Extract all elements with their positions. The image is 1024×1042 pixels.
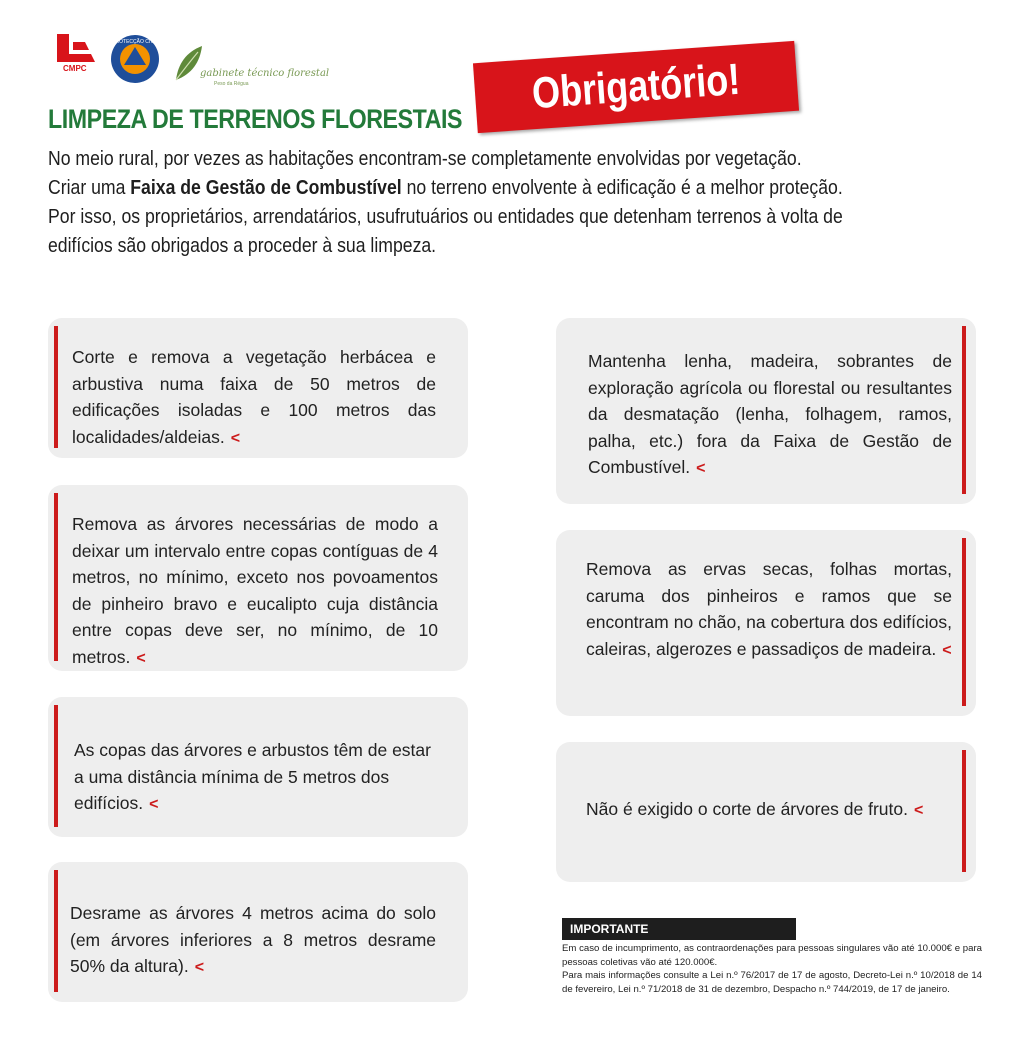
importante-heading: IMPORTANTE [570, 922, 649, 936]
arrow-left-icon: < [942, 641, 952, 659]
arrow-left-icon: < [136, 649, 146, 667]
svg-text:PROTECÇÃO CIVIL: PROTECÇÃO CIVIL [112, 39, 158, 45]
stamp-label: Obrigatório! [530, 54, 742, 119]
page-title: LIMPEZA DE TERRENOS FLORESTAIS [48, 104, 463, 134]
rule-text [72, 344, 436, 452]
gabinete-logo-text: gabinete técnico florestal [200, 68, 330, 79]
rule-card [556, 742, 976, 882]
leaf-logo [172, 42, 202, 82]
protecao-civil-logo [110, 34, 160, 84]
intro-line: No meio rural, por vezes as habitações encontram-se completamente envolvidas por vegetação. [48, 147, 802, 170]
rule-card [48, 318, 468, 458]
card-accent-bar [962, 750, 966, 872]
card-accent-bar [54, 870, 58, 992]
intro-line: Por isso, os proprietários, arrendatários, usufrutuários ou entidades que detenham terrenos à volta de [48, 205, 843, 228]
rule-text [586, 796, 952, 825]
arrow-left-icon: < [696, 460, 706, 477]
arrow-left-icon: < [149, 796, 159, 813]
rule-card [48, 862, 468, 1002]
importante-paragraph: Em caso de incumprimento, as contraordenações para pessoas singulares vão até 10.000€ e para pessoas coletivas vão até 120.000€. [562, 943, 982, 968]
rule-text-body: Desrame as árvores 4 metros acima do solo (em árvores inferiores a 8 metros desrame 50% da altura). [70, 903, 436, 976]
intro-line: edifícios são obrigados a proceder à sua limpeza. [48, 234, 437, 257]
gabinete-logo-subtext: Peso da Régua [214, 81, 249, 87]
svg-text:CMPC: CMPC [63, 64, 87, 73]
importante-paragraph: Para mais informações consulte a Lei n.º 76/2017 de 17 de agosto, Decreto-Lei n.º 10/2018 de 14 de fevereiro, Lei n.º 71/2018 de 31 de dezembro, Despacho n.º 744/2019, de 17 de janeiro. [562, 970, 982, 995]
arrow-left-icon: < [230, 429, 241, 447]
card-accent-bar [54, 326, 58, 448]
rule-text [70, 900, 436, 982]
card-accent-bar [54, 705, 58, 827]
rule-card [48, 485, 468, 671]
rule-text-body: As copas das árvores e arbustos têm de estar a uma distância mínima de 5 metros dos edifícios. [74, 740, 431, 813]
card-accent-bar [962, 326, 966, 494]
rule-card [556, 530, 976, 716]
rule-text-body: Remova as ervas secas, folhas mortas, caruma dos pinheiros e ramos que se encontram no chão, na cobertura dos edifícios, caleiras, algerozes e passadiços de madeira. [586, 559, 952, 659]
rule-text [586, 556, 952, 664]
intro-line [48, 173, 843, 202]
rule-text-body: Corte e remova a vegetação herbácea e arbustiva numa faixa de 50 metros de edificações isoladas e 100 metros das localidades/aldeias. [72, 347, 436, 447]
rule-text [588, 348, 952, 483]
arrow-left-icon: < [194, 959, 205, 976]
rule-card [48, 697, 468, 837]
importante-text [562, 942, 982, 996]
cmpc-logo [55, 32, 97, 76]
intro-text: no terreno envolvente à edificação é a melhor proteção. [401, 176, 843, 199]
intro-text: Criar uma [48, 176, 131, 199]
card-accent-bar [962, 538, 966, 706]
rule-text-body: Mantenha lenha, madeira, sobrantes de exploração agrícola ou florestal ou resultantes da desmatação (lenha, folhagem, ramos, palha, etc.) fora da Faixa de Gestão de Combustível. [588, 351, 952, 477]
intro-paragraph [48, 144, 948, 260]
rule-text [74, 737, 442, 819]
importante-heading-box [562, 918, 796, 940]
rule-text [72, 511, 438, 672]
mandatory-stamp [473, 41, 799, 133]
arrow-left-icon: < [914, 802, 924, 819]
intro-bold-term: Faixa de Gestão de Combustível [130, 176, 402, 199]
rule-text-body: Não é exigido o corte de árvores de fruto. [586, 799, 908, 819]
card-accent-bar [54, 493, 58, 661]
rule-card [556, 318, 976, 504]
rule-text-body: Remova as árvores necessárias de modo a deixar um intervalo entre copas contíguas de 4 metros, no mínimo, exceto nos povoamentos de pinheiro bravo e eucalipto cuja distância entre copas deve ser, no mínimo, de 10 metros. [72, 514, 438, 667]
